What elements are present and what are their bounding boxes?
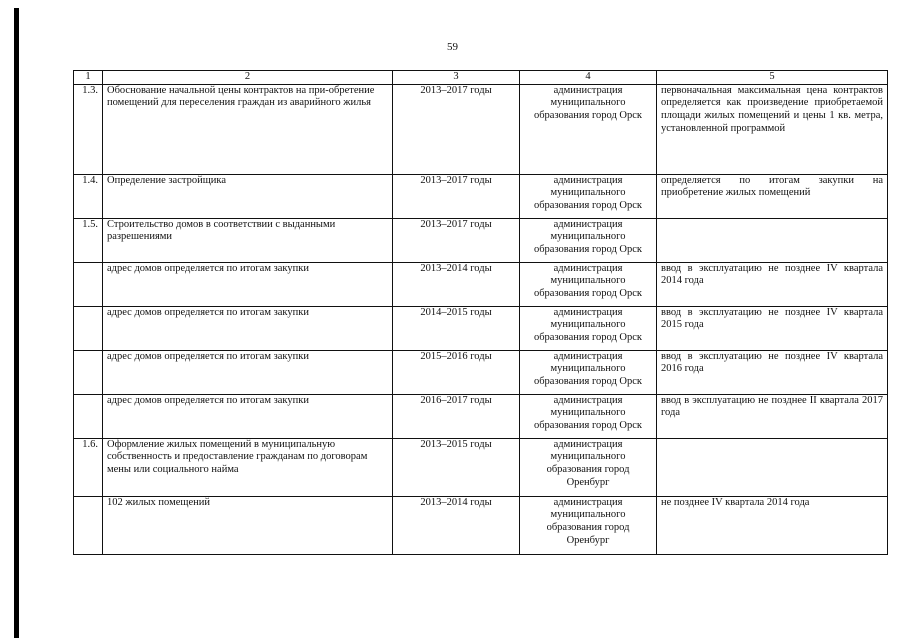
table-row	[74, 306, 888, 350]
table-row	[74, 438, 888, 496]
page-number: 59	[447, 41, 458, 53]
result: ввод в эксплуатацию не позднее II квартала 2017 года	[657, 394, 888, 438]
row-number	[74, 306, 103, 350]
responsible: администрация муниципального образования город Орск	[520, 394, 657, 438]
row-number: 1.6.	[74, 438, 103, 496]
result	[657, 218, 888, 262]
table-row	[74, 84, 888, 174]
table-row	[74, 262, 888, 306]
measure-name: Обоснование начальной цены контрактов на при-обретение помещений для переселения граждан из аварийного жилья	[103, 84, 393, 174]
column-header-3: 3	[393, 71, 520, 85]
table-row	[74, 496, 888, 554]
scan-edge-bar	[14, 8, 19, 638]
measures-table	[73, 70, 888, 555]
measure-name: 102 жилых помещений	[103, 496, 393, 554]
period: 2015–2016 годы	[393, 350, 520, 394]
period: 2013–2017 годы	[393, 174, 520, 218]
period: 2014–2015 годы	[393, 306, 520, 350]
result: ввод в эксплуатацию не позднее IV квартала 2016 года	[657, 350, 888, 394]
row-number	[74, 394, 103, 438]
table-row	[74, 394, 888, 438]
responsible: администрация муниципального образования город Орск	[520, 262, 657, 306]
row-number: 1.4.	[74, 174, 103, 218]
column-header-2: 2	[103, 71, 393, 85]
column-header-5: 5	[657, 71, 888, 85]
table-row	[74, 174, 888, 218]
row-number	[74, 496, 103, 554]
responsible: администрация муниципального образования город Оренбург	[520, 438, 657, 496]
column-header-1: 1	[74, 71, 103, 85]
period: 2013–2017 годы	[393, 84, 520, 174]
period: 2013–2014 годы	[393, 262, 520, 306]
result	[657, 438, 888, 496]
responsible: администрация муниципального образования город Орск	[520, 350, 657, 394]
measure-name: адрес домов определяется по итогам закупки	[103, 306, 393, 350]
period: 2013–2017 годы	[393, 218, 520, 262]
row-number: 1.5.	[74, 218, 103, 262]
result: первоначальная максимальная цена контрактов определяется как произведение приобретаемой площади жилых помещений и цены 1 кв. метра, установленной программой	[657, 84, 888, 174]
period: 2016–2017 годы	[393, 394, 520, 438]
responsible: администрация муниципального образования город Орск	[520, 84, 657, 174]
table-row	[74, 218, 888, 262]
row-number	[74, 262, 103, 306]
table-row	[74, 350, 888, 394]
result: определяется по итогам закупки на приобретение жилых помещений	[657, 174, 888, 218]
result: ввод в эксплуатацию не позднее IV квартала 2014 года	[657, 262, 888, 306]
measure-name: адрес домов определяется по итогам закупки	[103, 262, 393, 306]
period: 2013–2015 годы	[393, 438, 520, 496]
measure-name: адрес домов определяется по итогам закупки	[103, 350, 393, 394]
measure-name: Оформление жилых помещений в муниципальную собственность и предоставление гражданам по договорам мены или социального найма	[103, 438, 393, 496]
measure-name: Определение застройщика	[103, 174, 393, 218]
table-header-row	[74, 71, 888, 85]
responsible: администрация муниципального образования город Оренбург	[520, 496, 657, 554]
row-number	[74, 350, 103, 394]
responsible: администрация муниципального образования город Орск	[520, 218, 657, 262]
row-number: 1.3.	[74, 84, 103, 174]
column-header-4: 4	[520, 71, 657, 85]
responsible: администрация муниципального образования город Орск	[520, 174, 657, 218]
measure-name: адрес домов определяется по итогам закупки	[103, 394, 393, 438]
period: 2013–2014 годы	[393, 496, 520, 554]
responsible: администрация муниципального образования город Орск	[520, 306, 657, 350]
measure-name: Строительство домов в соответствии с выданными разрешениями	[103, 218, 393, 262]
result: не позднее IV квартала 2014 года	[657, 496, 888, 554]
result: ввод в эксплуатацию не позднее IV квартала 2015 года	[657, 306, 888, 350]
